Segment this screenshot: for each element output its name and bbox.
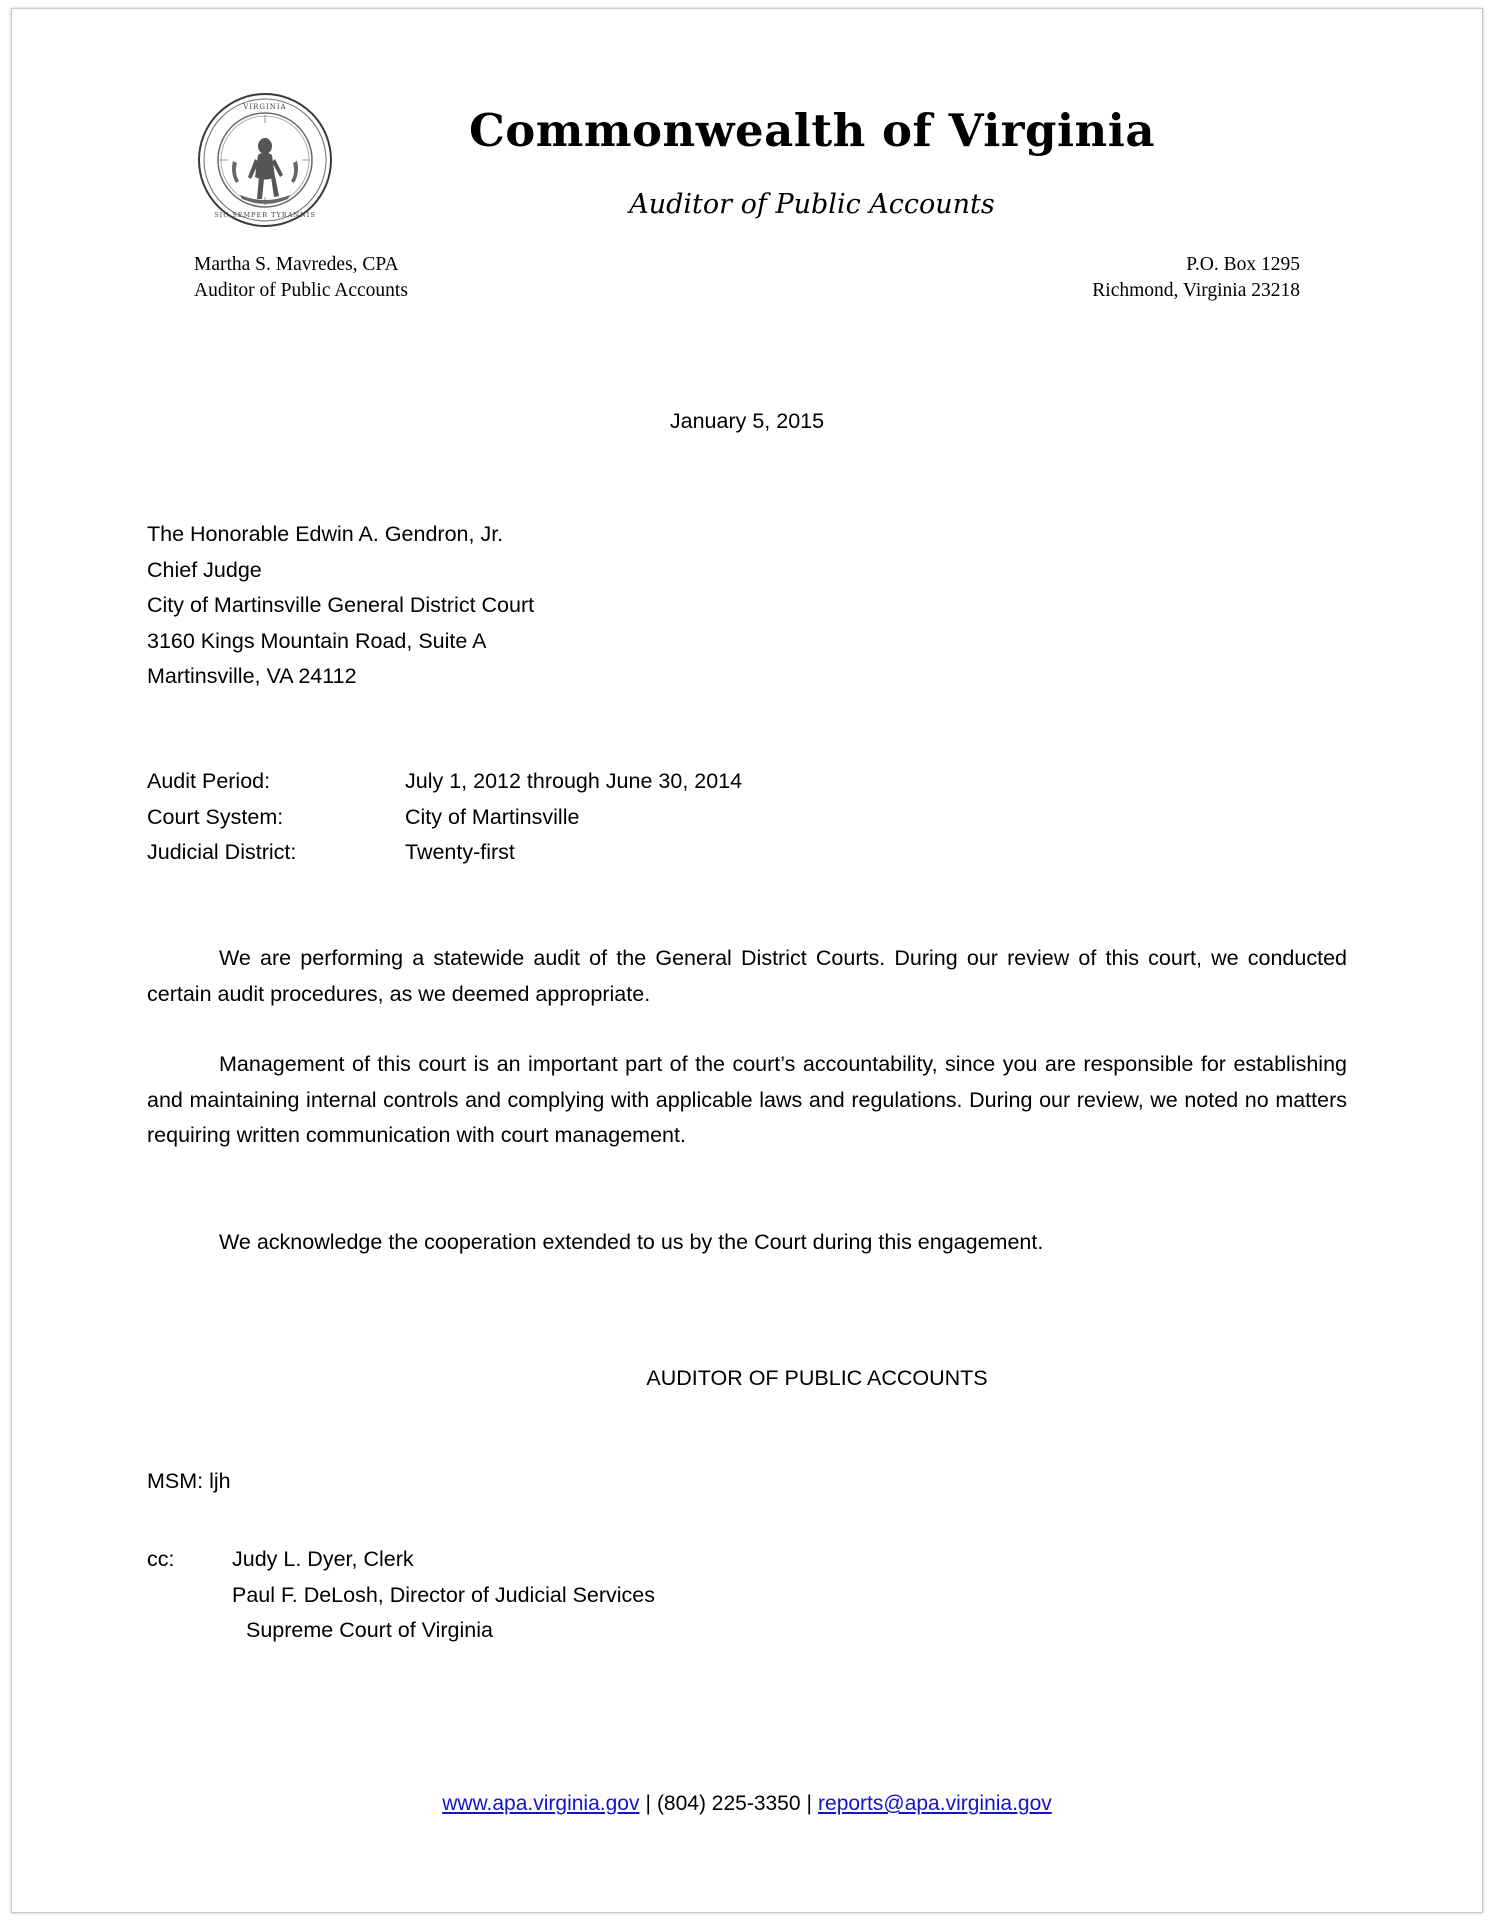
letterhead-officer-block bbox=[194, 252, 408, 304]
letterhead-subtitle: Auditor of Public Accounts bbox=[629, 189, 995, 220]
cc-block bbox=[147, 1542, 655, 1649]
phone-number: (804) 225-3350 bbox=[656, 1792, 801, 1815]
body-paragraph-3: We acknowledge the cooperation extended to us by the Court during this engagement. bbox=[219, 1230, 1044, 1254]
letterhead-officer-name: Martha S. Mavredes, CPA bbox=[194, 254, 399, 275]
svg-text:SIC SEMPER TYRANNIS: SIC SEMPER TYRANNIS bbox=[214, 211, 316, 219]
email-link[interactable]: reports@apa.virginia.gov bbox=[818, 1792, 1052, 1815]
meta-row bbox=[147, 835, 742, 871]
address-line: Chief Judge bbox=[147, 557, 262, 582]
meta-value: Twenty-first bbox=[405, 840, 515, 864]
meta-value: July 1, 2012 through June 30, 2014 bbox=[405, 769, 743, 793]
cc-label: cc: bbox=[147, 1547, 175, 1571]
address-line: City of Martinsville General District Court bbox=[147, 593, 535, 617]
audit-meta-block bbox=[147, 764, 742, 871]
letterhead-city-state-zip: Richmond, Virginia 23218 bbox=[1092, 280, 1300, 301]
signature-block: AUDITOR OF PUBLIC ACCOUNTS bbox=[646, 1366, 988, 1390]
address-line: The Honorable Edwin A. Gendron, Jr. bbox=[147, 522, 504, 546]
meta-row bbox=[147, 800, 742, 836]
cc-recipient: Supreme Court of Virginia bbox=[246, 1618, 493, 1642]
meta-label: Judicial District: bbox=[147, 840, 297, 864]
letter-sheet bbox=[11, 8, 1483, 1913]
meta-value: City of Martinsville bbox=[405, 804, 580, 829]
cc-recipient: Judy L. Dyer, Clerk bbox=[232, 1547, 414, 1571]
svg-text:VIRGINIA: VIRGINIA bbox=[243, 103, 287, 111]
page-footer bbox=[12, 1792, 1482, 1816]
meta-label: Court System: bbox=[147, 804, 284, 829]
virginia-state-seal-icon bbox=[196, 91, 334, 229]
letterhead-title: Commonwealth of Virginia bbox=[468, 104, 1156, 157]
letterhead-po-box: P.O. Box 1295 bbox=[1186, 254, 1300, 275]
meta-row bbox=[147, 764, 742, 800]
body-paragraph-1: We are performing a statewide audit of the General District Courts. During our review of this court, we conducted certain audit procedures, as we deemed appropriate. bbox=[147, 946, 1347, 1006]
letterhead-address-block bbox=[1092, 252, 1300, 304]
letterhead-officer-title: Auditor of Public Accounts bbox=[194, 280, 408, 301]
cc-recipient: Paul F. DeLosh, Director of Judicial Services bbox=[232, 1582, 656, 1607]
address-line: Martinsville, VA 24112 bbox=[147, 664, 357, 688]
address-line: 3160 Kings Mountain Road, Suite A bbox=[147, 628, 487, 653]
body-paragraph-2: Management of this court is an important part of the court’s accountability, since you are responsible for establishing and maintaining internal controls and complying with applicable laws and regulations. During our review, we noted no matters requiring written communication with court management. bbox=[147, 1052, 1347, 1147]
meta-label: Audit Period: bbox=[147, 769, 271, 793]
website-link[interactable]: www.apa.virginia.gov bbox=[442, 1792, 640, 1815]
footer-separator: | bbox=[806, 1792, 813, 1815]
recipient-address bbox=[147, 517, 534, 695]
initials-line: MSM: ljh bbox=[147, 1469, 231, 1493]
footer-separator: | bbox=[645, 1792, 651, 1815]
letter-date: January 5, 2015 bbox=[669, 409, 825, 433]
